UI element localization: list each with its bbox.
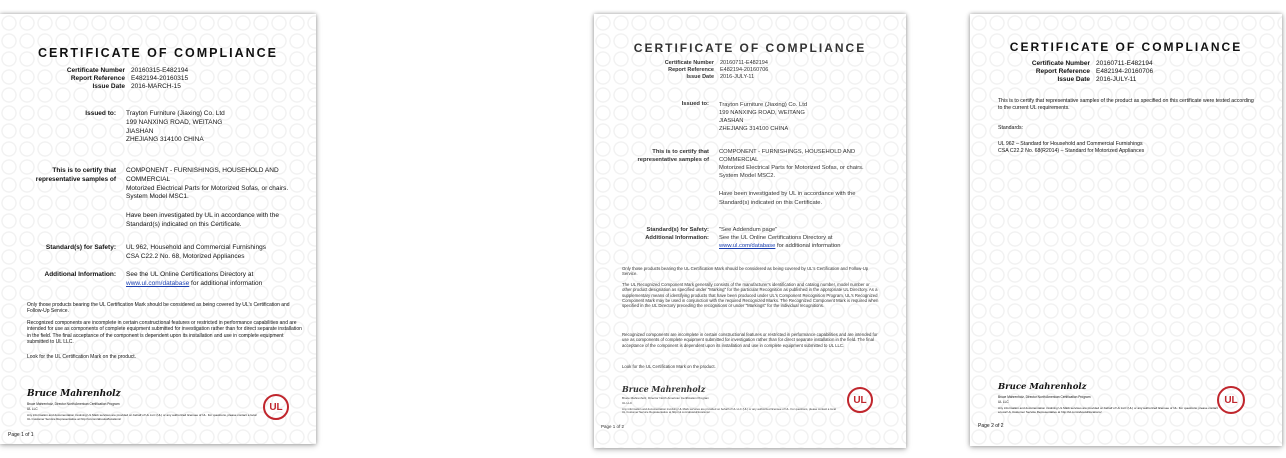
issued-to-line: JIASHAN (126, 127, 154, 135)
additional-info-label: Additional Information: (645, 235, 709, 242)
certify-description: Motorized Electrical Parts for Motorized Sofas, or chairs. (719, 165, 864, 172)
report-reference-label: Report Reference (668, 67, 714, 73)
certificate-number-label: Certificate Number (1031, 60, 1090, 67)
certificate-number: 20160711-E482194 (1096, 60, 1153, 67)
certificate-number-label: Certificate Number (664, 60, 714, 66)
page-title: CERTIFICATE OF COMPLIANCE (37, 46, 279, 60)
page-title: CERTIFICATE OF COMPLIANCE (1009, 40, 1243, 54)
investigated-text: Have been investigated by UL in accordance with the (719, 191, 856, 198)
certificate-number: 20160711-E482194 (720, 60, 768, 66)
certificate-number-label: Certificate Number (66, 67, 125, 74)
issue-date-row (35, 83, 181, 90)
footer-fine-print: Any information and documentation involving UL Mark services are provided on behalf of UL LLC (UL) or any authorized licensee of UL. For questions, please contact a local UL Customer Service Representative at http://ul.com/aboutul/locations/ (622, 407, 836, 415)
report-reference-row (990, 68, 1153, 75)
issued-to-line: ZHEJIANG 314100 CHINA (126, 136, 204, 144)
report-reference-row (35, 75, 188, 82)
report-reference: E482194-20160706 (1096, 68, 1154, 75)
certify-product: COMPONENT - FURNISHINGS, HOUSEHOLD AND (126, 167, 279, 174)
standard-item: CSA C22.2 No. 68(R2014) – Standard for Motorized Appliances (998, 147, 1145, 154)
additional-info-label: Additional Information: (44, 271, 116, 278)
certificate-number-row (990, 60, 1153, 67)
standards-label: Standard(s) for Safety: (45, 244, 116, 251)
certificate-page-3 (970, 14, 1282, 446)
paragraph-3: Look for the UL Certification Mark on the product. (27, 354, 137, 360)
standards-label: Standards: (998, 125, 1024, 131)
issue-date: 2016-MARCH-15 (131, 83, 181, 90)
signature: Bruce Mahrenholz (998, 382, 1087, 392)
certify-label: This is to certify that (652, 149, 709, 155)
ul-database-link[interactable]: www.ul.com/database (126, 279, 190, 287)
paragraph-3: Recognized components are incomplete in certain constructional features or restricted in performance capabilities and are intended for use as components of complete equipment submitted for investigation rather than for direct separate installation in the field. The final acceptance of the component is dependent upon its installation and use in complete equipment submitted to UL LLC. (622, 332, 878, 348)
additional-info-suffix: for additional information (189, 279, 263, 287)
issued-to-line: JIASHAN (719, 118, 744, 125)
certify-product: COMMERCIAL (719, 157, 759, 164)
signature-org: UL LLC (998, 400, 1009, 404)
signature-org: UL LLC (622, 401, 633, 405)
report-reference-label: Report Reference (1035, 68, 1090, 75)
issued-to-label: Issued to: (681, 101, 709, 107)
footer-fine-print: Any information and documentation involving UL Mark services are provided on behalf of UL LLC (UL) or any authorized licensee of UL. For questions, please contact a local UL Customer Service Representative at http://ul.com/aboutul/locations/ (998, 406, 1218, 414)
issue-date-row (990, 76, 1136, 83)
issued-to-line: 199 NANXING ROAD, WEITANG (126, 118, 223, 126)
certify-label: This is to certify that (52, 167, 116, 174)
signature-org: UL LLC (27, 407, 38, 411)
paragraph-4: Look for the UL Certification Mark on the product. (622, 364, 716, 369)
issue-date-label: Issue Date (1057, 76, 1090, 83)
additional-info-text: See the UL Online Certifications Directory at (719, 235, 833, 242)
issue-date: 2016-JULY-11 (1096, 76, 1137, 83)
paragraph-1: Only those products bearing the UL Certification Mark should be considered as being covered by UL's Certification and Follow-Up Service. (622, 266, 869, 277)
report-reference: E482194-20160315 (131, 75, 189, 82)
certify-description: System Model MSC1. (126, 193, 189, 201)
certificate-page-2 (594, 14, 906, 448)
issue-date-label: Issue Date (686, 74, 714, 80)
issue-date-label: Issue Date (92, 83, 125, 90)
certify-description: System Model MSC2. (719, 173, 776, 180)
intro-paragraph: This is to certify that representative samples of the product as specified on this certificate were tested according to the current UL requirements. (998, 98, 1254, 111)
standard-item: UL 962 – Standard for Household and Commercial Furnishings (998, 141, 1143, 147)
standard-item: CSA C22.2 No. 68, Motorized Appliances (126, 252, 245, 260)
standards-section (614, 226, 840, 250)
paragraph-1: Only those products bearing the UL Certification Mark should be considered as being covered by UL's Certification and Follow-Up Service. (27, 302, 290, 315)
certify-product: COMMERCIAL (126, 175, 171, 183)
additional-info-section (20, 271, 262, 289)
standards-section (20, 244, 266, 262)
issued-to-line: Trayton Furniture (Jiaxing) Co. Ltd (126, 110, 225, 117)
ul-logo-icon: UL (263, 394, 289, 420)
certificate-number-row (624, 60, 768, 66)
investigated-text: Standard(s) indicated on this Certificate. (719, 199, 823, 206)
standard-item: UL 962, Household and Commercial Furnishings (126, 244, 266, 251)
page-title: CERTIFICATE OF COMPLIANCE (633, 41, 867, 55)
signature-title: Bruce Mahrenholz, Director North American Certification Program (27, 402, 120, 406)
certificate-page-1 (0, 14, 316, 444)
page-number: Page 1 of 2 (601, 424, 625, 429)
certificate-number-row (35, 67, 188, 74)
standards-label: Standard(s) for Safety: (646, 227, 709, 233)
page-number: Page 1 of 1 (8, 432, 34, 438)
investigated-text: Have been investigated by UL in accordance with the (126, 212, 279, 220)
certify-label: representative samples of (35, 175, 116, 183)
issued-to-section (20, 110, 225, 145)
certificate-number: 20160315-E482194 (131, 67, 189, 74)
signature: Bruce Mahrenholz (27, 389, 121, 399)
investigated-text: Standard(s) indicated on this Certificate. (126, 220, 242, 228)
certify-section (20, 167, 288, 230)
additional-info-suffix: for additional information (775, 243, 841, 250)
footer-fine-print: Any information and documentation involving UL Mark services are provided on behalf of UL LLC (UL) or any authorized licensee of UL. For questions, please contact a local UL Customer Service Representative at http://ul.com/aboutul/locations/ (27, 413, 257, 421)
signature-title: Bruce Mahrenholz, Director North American Certification Program (622, 396, 710, 400)
certify-description: Motorized Electrical Parts for Motorized Sofas, or chairs. (126, 184, 289, 192)
certify-label: representative samples of (637, 157, 709, 164)
certify-product: COMPONENT - FURNISHINGS, HOUSEHOLD AND (719, 149, 856, 155)
issued-to-section (614, 101, 807, 133)
report-reference-row (624, 67, 768, 73)
standards-value: "See Addendum page" (719, 227, 778, 233)
signature-title: Bruce Mahrenholz, Director North American Certification Program (998, 395, 1091, 399)
issued-to-line: Trayton Furniture (Jiaxing) Co. Ltd (719, 102, 808, 108)
issued-to-line: 199 NANXING ROAD, WEITANG (719, 110, 805, 117)
issue-date: 2016-JULY-11 (720, 74, 755, 80)
ul-logo-icon: UL (847, 387, 873, 413)
certify-section (614, 148, 864, 207)
issued-to-line: ZHEJIANG 314100 CHINA (719, 126, 789, 133)
ul-logo-icon: UL (1217, 386, 1245, 414)
ul-database-link[interactable]: www.ul.com/database (719, 243, 776, 250)
standards-list (998, 141, 1144, 154)
paragraph-2: Recognized components are incomplete in certain constructional features or restricted in performance capabilities and are intended for use as components of complete equipment submitted for investigation rather than for direct separate installation in the field. The final acceptance of the component is dependent upon its installation and use in complete equipment submitted to UL LLC. (27, 320, 302, 345)
report-reference-label: Report Reference (70, 75, 125, 82)
issue-date-row (624, 74, 754, 80)
report-reference: E482194-20160706 (720, 67, 769, 73)
page-number: Page 2 of 2 (978, 423, 1004, 429)
additional-info-text: See the UL Online Certifications Directory at (126, 271, 254, 278)
paragraph-2: The UL Recognized Component Mark generally consists of the manufacturer's identification and catalog number, model number or other product designation as specified under "Marking" for the particular Recognition as published in the appropriate UL Directory. As a supplementary means of identifying products that have been produced under UL's Component Recognition Program, UL's Recognized Component Mark may be used in conjunction with the required Recognized Marks. The Recognized Component Mark is required when specified in the UL Directory preceding the recognitions or under "Markings" for the individual recognitions. (622, 282, 879, 309)
issued-to-label: Issued to: (85, 110, 116, 117)
signature: Bruce Mahrenholz (622, 384, 706, 394)
